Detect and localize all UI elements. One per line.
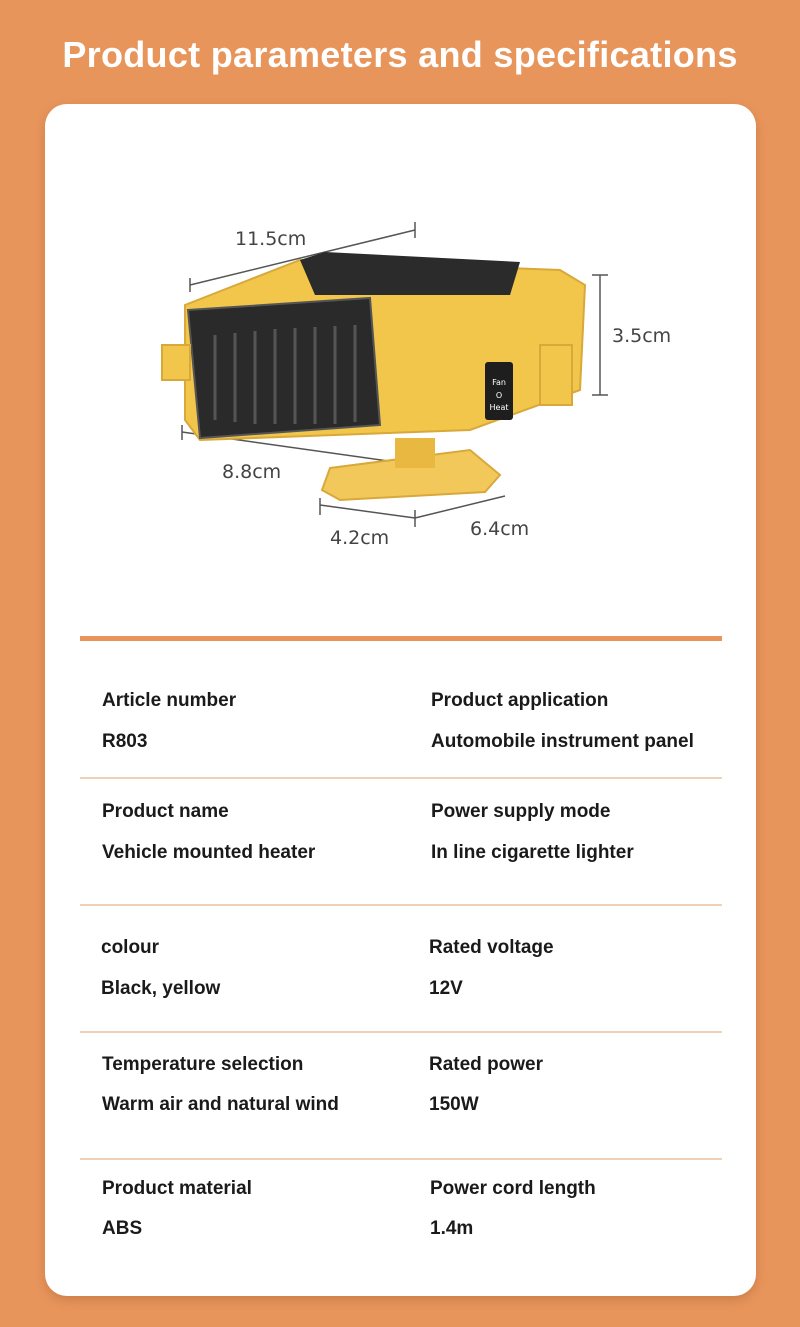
spec-label-temperature-selection: Temperature selection <box>102 1054 304 1075</box>
row-divider <box>80 1031 722 1033</box>
row-divider <box>80 904 722 906</box>
switch-label-off: O <box>495 391 503 400</box>
dim-base-depth-label: 6.4cm <box>470 518 530 540</box>
spec-label-product-name: Product name <box>102 801 229 822</box>
spec-value-product-name: Vehicle mounted heater <box>102 842 316 863</box>
page-title: Product parameters and specifications <box>62 34 738 75</box>
heater-product-image <box>140 200 700 560</box>
spec-label-colour: colour <box>101 937 160 958</box>
spec-value-temperature-selection: Warm air and natural wind <box>102 1094 339 1115</box>
switch-label-fan: Fan <box>492 378 506 387</box>
switch-label-heat: Heat <box>489 403 509 412</box>
spec-value-rated-power: 150W <box>429 1094 479 1115</box>
spec-value-article-number: R803 <box>102 731 148 752</box>
spec-value-power-cord-length: 1.4m <box>430 1218 474 1239</box>
spec-value-colour: Black, yellow <box>101 978 221 999</box>
spec-value-power-supply-mode: In line cigarette lighter <box>431 842 634 863</box>
spec-value-rated-voltage: 12V <box>429 978 463 999</box>
dim-height-label: 3.5cm <box>612 325 672 347</box>
spec-label-power-supply-mode: Power supply mode <box>431 801 611 822</box>
spec-value-product-application: Automobile instrument panel <box>431 731 694 752</box>
row-divider <box>80 777 722 779</box>
spec-label-rated-voltage: Rated voltage <box>429 937 554 958</box>
dim-base-width-label: 4.2cm <box>330 527 390 549</box>
row-divider <box>80 1158 722 1160</box>
dim-width-label: 11.5cm <box>235 228 307 250</box>
spec-value-product-material: ABS <box>102 1218 143 1239</box>
section-divider <box>80 636 722 641</box>
spec-label-rated-power: Rated power <box>429 1054 544 1075</box>
spec-label-product-application: Product application <box>431 690 609 711</box>
dim-depth-label: 8.8cm <box>222 461 282 483</box>
spec-label-product-material: Product material <box>102 1178 252 1199</box>
spec-label-article-number: Article number <box>102 690 237 711</box>
spec-label-power-cord-length: Power cord length <box>430 1178 596 1199</box>
